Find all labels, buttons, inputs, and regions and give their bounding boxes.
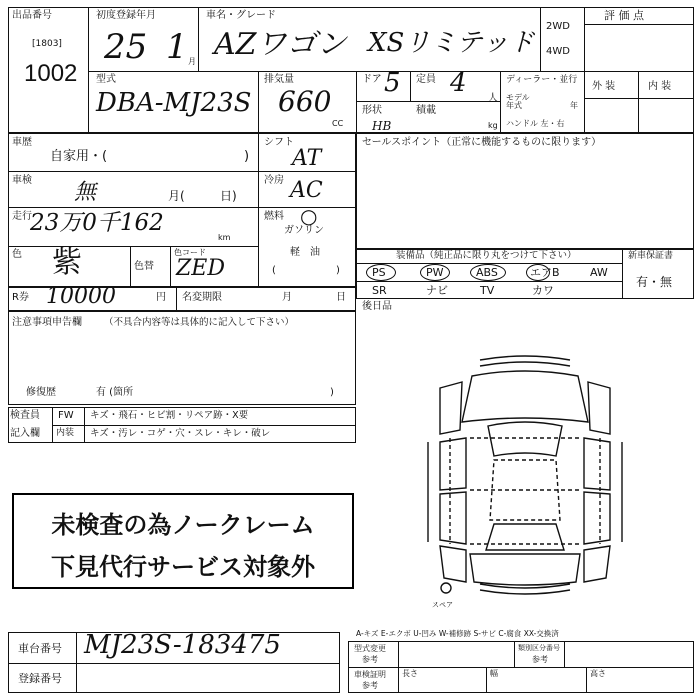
km-unit: km (218, 233, 231, 242)
history-close: ) (244, 149, 250, 164)
mod-number-sub: 参考 (532, 655, 548, 664)
year-unit: 年 (570, 101, 578, 110)
equip-abs: ABS (476, 266, 498, 279)
circle-pw (420, 264, 450, 281)
capacity-label: 定員 (416, 74, 436, 85)
fuel-option-diesel: 軽 油 (290, 247, 320, 258)
vehicle-doc-label: 車検証明 (354, 670, 386, 679)
color-code-label: 色コード (174, 248, 206, 257)
inspector-label-top: 検査員 (10, 410, 40, 421)
vehicle-doc-sub: 参考 (362, 681, 378, 690)
model-value: DBA-MJ23S (96, 88, 252, 118)
color-code-value: ZED (176, 256, 225, 281)
history-label: 車歴 (12, 137, 32, 148)
evaluation-label: 評 価 点 (604, 9, 644, 22)
car-name-value: AZワゴン (214, 27, 347, 62)
color-label: 色 (12, 249, 22, 260)
r-ticket-label: R券 (12, 292, 29, 303)
load-label: 積載 (416, 105, 436, 116)
color-change-label: 色替 (134, 261, 154, 272)
name-change-day: 日 (336, 292, 346, 303)
fw-text: キズ・飛石・ヒビ割・リペア跡・X要 (90, 410, 249, 421)
mileage-value: 23万0千162 (30, 210, 164, 236)
name-change-month: 月 (282, 292, 292, 303)
mod-number-label: 類別区分番号 (518, 644, 560, 652)
shift-value: AT (292, 146, 322, 171)
interior-label: 内 装 (648, 81, 672, 92)
equip-airbag: エアB (530, 266, 560, 279)
mileage-label: 走行 (12, 211, 32, 222)
displacement-label: 排気量 (264, 74, 294, 85)
warranty-label: 新車保証書 (628, 251, 674, 261)
spare-label: スペア (432, 601, 453, 609)
warranty-value: 有・無 (636, 275, 673, 289)
equipment-label: 装備品（純正品に限り丸をつけて下さい） (396, 250, 577, 261)
notes-hint: （不具合内容等は具体的に記入して下さい） (104, 317, 295, 328)
notice-box (12, 493, 354, 589)
sales-point-section (356, 133, 694, 249)
chassis-value: MJ23S-183475 (84, 630, 281, 660)
interior-inspect-text: キズ・汚レ・コゲ・穴・スレ・キレ・破レ (90, 428, 271, 439)
lot-number: 1002 (24, 60, 78, 87)
equip-ps: PS (372, 266, 386, 279)
fuel-label: 燃料 (264, 211, 284, 222)
inspection-day: 日) (220, 189, 237, 203)
doors-value: 5 (384, 68, 401, 98)
month-unit: 月 (188, 57, 196, 66)
lot-sub-number: [1803] (32, 39, 62, 49)
equip-navi: ナビ (426, 284, 448, 297)
model-label: 型式 (96, 74, 116, 85)
ac-value: AC (290, 178, 323, 203)
drive-2wd: 2WD (546, 21, 570, 32)
equip-leather: カワ (532, 284, 554, 297)
first-registration-label: 初度登録年月 (96, 10, 156, 21)
interior-inspect-label: 内装 (56, 428, 75, 438)
equip-tv: TV (480, 284, 495, 297)
displacement-value: 660 (278, 85, 332, 118)
fw-label: FW (58, 410, 74, 421)
repair-close: ) (330, 387, 334, 398)
inspection-month: 月( (168, 189, 185, 203)
car-diagram (410, 352, 640, 602)
capacity-value: 4 (450, 68, 467, 98)
inspection-label: 車検 (12, 175, 32, 186)
first-registration-month: 1 (166, 27, 188, 67)
lot-number-label: 出品番号 (12, 10, 52, 21)
fuel-paren-open: ( (272, 265, 276, 276)
notes-label: 注意事項申告欄 (12, 317, 82, 328)
notice-line-2: 下見代行サービス対象外 (51, 553, 315, 581)
dealer-label: ディーラー・並行 (506, 75, 578, 85)
handle-label: ハンドル 左・右 (506, 119, 565, 128)
equip-pw: PW (426, 266, 444, 279)
first-registration-year: 25 (104, 27, 148, 67)
r-ticket-value: 10000 (46, 284, 116, 309)
equip-aw: AW (590, 266, 608, 279)
width-label: 幅 (490, 669, 498, 678)
shape-label: 形状 (362, 105, 382, 116)
kg-unit: kg (488, 121, 498, 130)
model-year-label: モデル 年式 (506, 93, 530, 110)
inspector-label-bottom: 記入欄 (10, 428, 40, 439)
damage-legend: A-キズ E-エクボ U-凹み W-補修跡 S-サビ C-腐食 XX-交換済 (356, 629, 559, 638)
grade-value: XSリミテッド (368, 28, 535, 58)
circle-ps (366, 264, 396, 281)
ac-label: 冷房 (264, 175, 284, 186)
later-date-label: 後日品 (362, 301, 392, 312)
drive-4wd: 4WD (546, 46, 570, 57)
circle-abs (470, 264, 506, 281)
name-change-label: 名変期限 (182, 292, 222, 303)
sales-point-label: セールスポイント（正常に機能するものに限ります） (362, 137, 602, 148)
repair-value: 有 (箇所 (96, 387, 134, 398)
modified-sub: 参考 (362, 655, 378, 664)
circle-airbag (526, 264, 550, 281)
yen-unit: 円 (156, 292, 166, 303)
car-name-label: 車名・グレード (206, 10, 276, 21)
repair-label: 修復歴 (26, 387, 56, 398)
person-unit: 人 (488, 93, 498, 104)
shape-value: HB (372, 119, 392, 133)
registration-label: 登録番号 (18, 672, 62, 685)
equip-sr: SR (372, 284, 387, 297)
notice-line-1: 未検査の為ノークレーム (51, 511, 315, 539)
fuel-paren-close: ) (336, 265, 340, 276)
color-value: 紫 (52, 245, 82, 280)
shift-label: シフト (264, 137, 294, 148)
doors-label: ドア (362, 74, 382, 85)
fuel-mark: ○ (300, 204, 318, 228)
height-label: 高さ (590, 669, 606, 678)
chassis-label: 車台番号 (18, 642, 62, 655)
modified-label: 型式変更 (354, 644, 386, 653)
fuel-option-gasoline: ガソリン (284, 225, 324, 236)
history-value: 自家用・( (50, 149, 108, 164)
cc-unit: CC (332, 119, 344, 128)
exterior-label: 外 装 (592, 81, 616, 92)
length-label: 長さ (402, 669, 418, 678)
inspection-value: 無 (74, 180, 97, 205)
